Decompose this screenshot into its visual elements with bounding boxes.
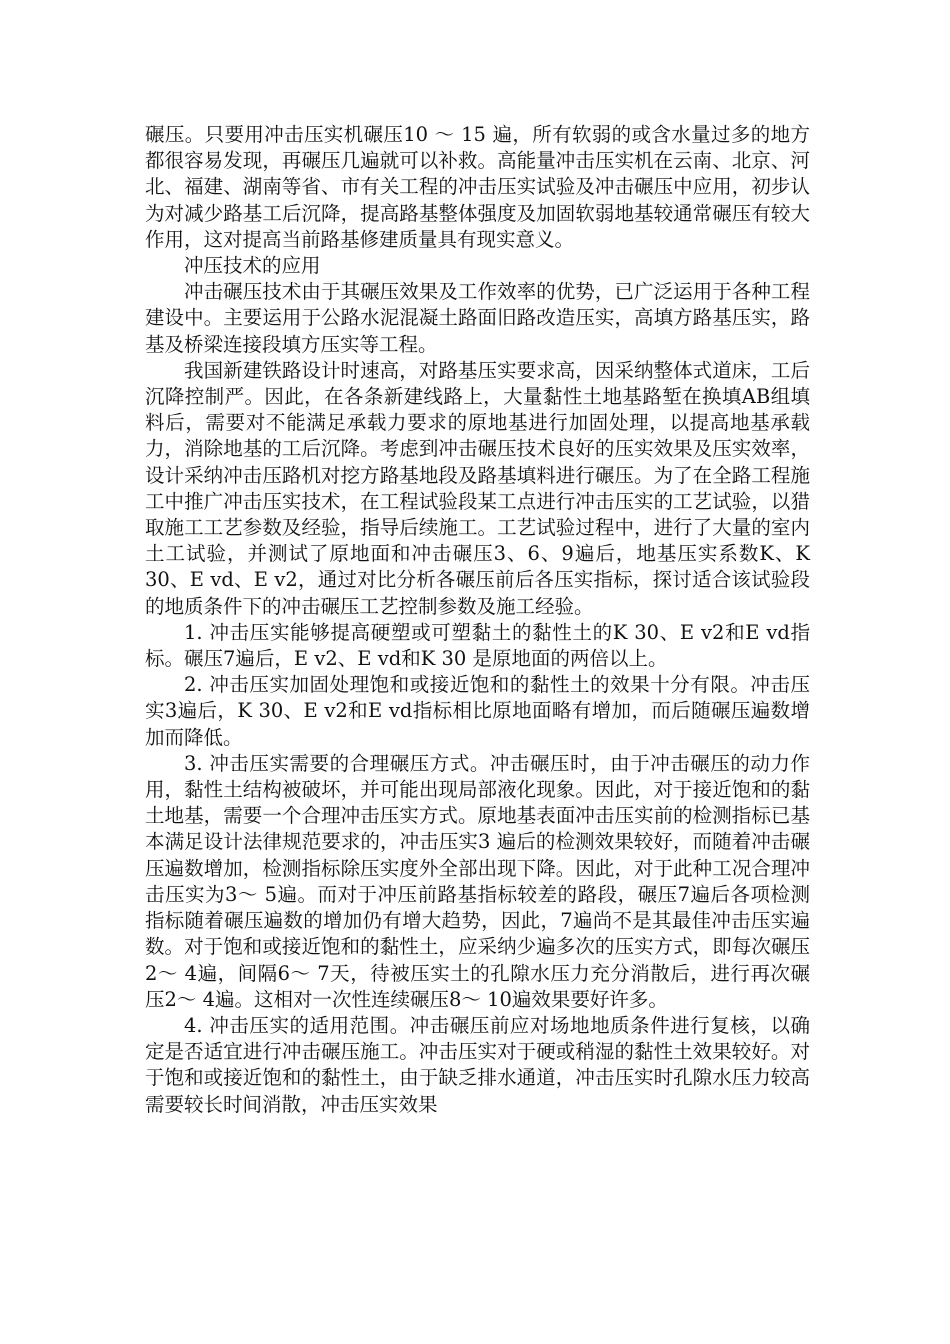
- conclusion-item-3: 3. 冲击压实需要的合理碾压方式。冲击碾压时，由于冲击碾压的动力作用，黏性土结构被破坏，并可能出现局部液化现象。因此，对于接近饱和的黏土地基，需要一个合理冲击压实方式。原地基表面冲击压实前的检测指标已基本满足设计法律规范要求的，冲击压实3 遍后的检测效果较好，而随着冲击碾压遍数增加，检测指标除压实度外全部出现下降。因此，对于此种工况合理冲击压实为3～ 5遍。而对于冲压前路基指标较差的路段，碾压7遍后各项检测指标随着碾压遍数的增加仍有增大趋势，因此，7遍尚不是其最佳冲击压实遍数。对于饱和或接近饱和的黏性土，应采纳少遍多次的压实方式，即每次碾压2～ 4遍，间隔6～ 7天，待被压实土的孔隙水压力充分消散后，进行再次碾压2～ 4遍。这相对一次性连续碾压8～ 10遍效果要好许多。: [145, 751, 810, 1011]
- document-body: [145, 122, 810, 1118]
- conclusion-item-2: 2. 冲击压实加固处理饱和或接近饱和的黏性土的效果十分有限。冲击压实3遍后，K 30、E v2和E vd指标相比原地面略有增加，而后随碾压遍数增加而降低。: [145, 673, 810, 749]
- paragraph-intro: 碾压。只要用冲击压实机碾压10 ～ 15 遍，所有软弱的或含水量过多的地方都很容易发现，再碾压几遍就可以补救。高能量冲击压实机在云南、北京、河北、福建、湖南等省、市有关工程的冲击压实试验及冲击碾压中应用，初步认为对减少路基工后沉降，提高路基整体强度及加固软弱地基较通常碾压有较大作用，这对提高当前路基修建质量具有现实意义。: [145, 123, 810, 251]
- paragraph-applications: 冲击碾压技术由于其碾压效果及工作效率的优势，已广泛运用于各种工程建设中。主要运用于公路水泥混凝土路面旧路改造压实，高填方路基压实，路基及桥梁连接段填方压实等工程。: [145, 280, 810, 356]
- paragraph-railway: 我国新建铁路设计时速高，对路基压实要求高，因采纳整体式道床，工后沉降控制严。因此，在各条新建线路上，大量黏性土地基路堑在换填AB组填料后，需要对不能满足承载力要求的原地基进行加固处理，以提高地基承载力，消除地基的工后沉降。考虑到冲击碾压技术良好的压实效果及压实效率，设计采纳冲击压路机对挖方路基地段及路基填料进行碾压。为了在全路工程施工中推广冲击压实技术，在工程试验段某工点进行冲击压实的工艺试验，以猎取施工工艺参数及经验，指导后续施工。工艺试验过程中，进行了大量的室内土工试验，并测试了原地面和冲击碾压3、6、9遍后，地基压实系数K、K 30、E vd、E v2，通过对比分析各碾压前后各压实指标，探讨适合该试验段的地质条件下的冲击碾压工艺控制参数及施工经验。: [145, 358, 810, 618]
- conclusion-item-1: 1. 冲击压实能够提高硬塑或可塑黏土的黏性土的K 30、E v2和E vd指标。碾压7遍后，E v2、E vd和K 30 是原地面的两倍以上。: [145, 620, 810, 671]
- section-heading: 冲压技术的应用: [184, 254, 321, 278]
- conclusion-item-4: 4. 冲击压实的适用范围。冲击碾压前应对场地地质条件进行复核，以确定是否适宜进行冲击碾压施工。冲击压实对于硬或稍湿的黏性土效果较好。对于饱和或接近饱和的黏性土，由于缺乏排水通道，冲击压实时孔隙水压力较高需要较长时间消散，冲击压实效果: [145, 1013, 810, 1116]
